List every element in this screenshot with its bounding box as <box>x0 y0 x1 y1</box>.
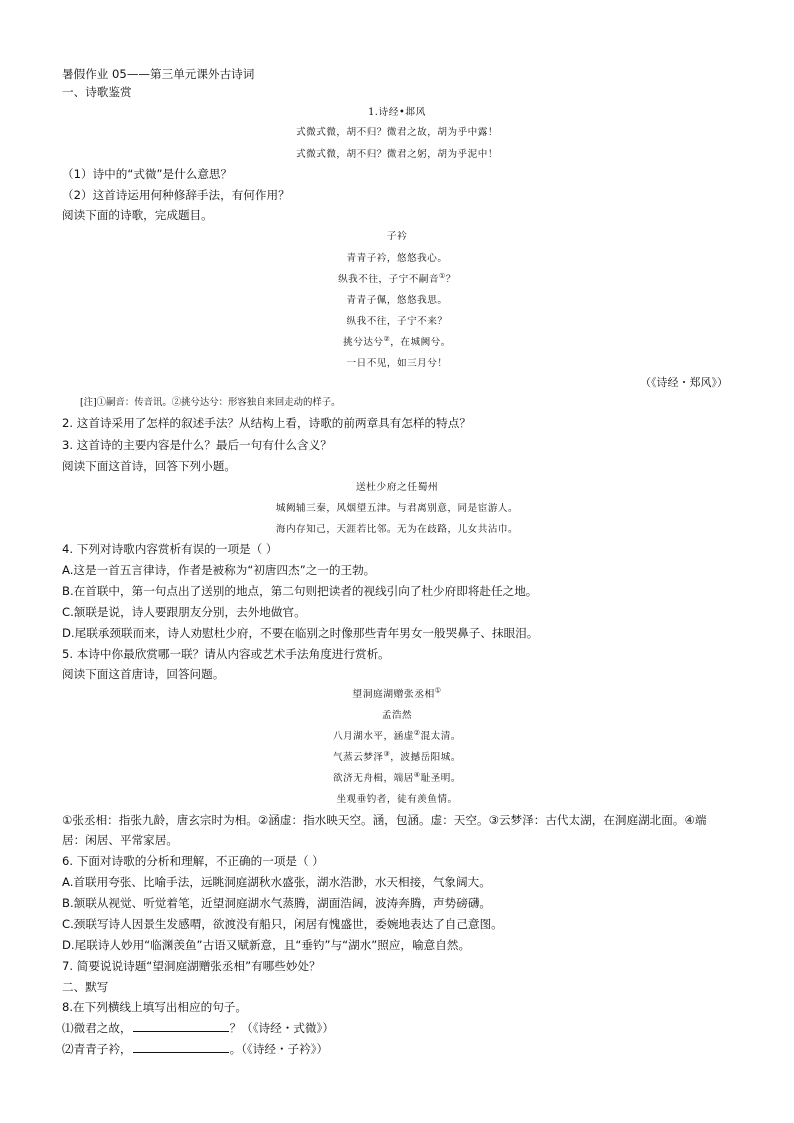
question-6: 6. 下面对诗歌的分析和理解，不正确的一项是（ ） <box>62 854 324 868</box>
section-heading-dictation: 二、默写 <box>62 980 109 994</box>
option-d: D.尾联承颈联而来，诗人劝慰杜少府，不要在临别之时像那些青年男女一般哭鼻子、抹眼泪。 <box>62 626 539 640</box>
reading-instruction: 阅读下面的诗歌，完成题目。 <box>62 208 213 222</box>
poem2-line: 纵我不往，子宁不来？ <box>346 316 448 327</box>
section-heading-appreciation: 一、诗歌鉴赏 <box>62 85 132 99</box>
poem4-line: 欲济无舟楫，端居④耻圣明。 <box>333 770 461 784</box>
answer-blank[interactable] <box>133 1042 229 1053</box>
question-1-1: （1）诗中的“式微”是什么意思？ <box>62 167 233 181</box>
poem1-line: 式微式微，胡不归？微君之躬，胡为乎泥中！ <box>296 149 498 160</box>
question-2: 2. 这首诗采用了怎样的叙述手法？从结构上看，诗歌的前两章具有怎样的特点？ <box>62 416 471 430</box>
poem1-title: 1.诗经•邶风 <box>368 107 426 118</box>
poem2-line: 青青子佩，悠悠我思。 <box>346 295 448 306</box>
poem4-line: 坐观垂钓者，徒有羡鱼情。 <box>336 794 458 805</box>
answer-blank[interactable] <box>133 1021 229 1032</box>
question-5: 5. 本诗中你最欣赏哪一联？请从内容或艺术手法角度进行赏析。 <box>62 647 390 661</box>
reading-instruction: 阅读下面这首唐诗，回答问题。 <box>62 667 225 681</box>
fill-item-1: ⑴微君之故， ？（《诗经・式微》） <box>62 1021 334 1035</box>
option-a: A.首联用夸张、比喻手法，远眺洞庭湖秋水盛张，湖水浩渺，水天相接，气象阔大。 <box>62 875 491 889</box>
fill-item-2: ⑵青青子衿， 。（《诗经・子衿》） <box>62 1042 329 1056</box>
poem3-title: 送杜少府之任蜀州 <box>355 482 439 493</box>
option-b: B.在首联中，第一句点出了送别的地点，第二句则把读者的视线引向了杜少府即将赴任之地。 <box>62 584 538 598</box>
poem2-title: 子衿 <box>386 231 408 242</box>
footnote-mark: ② <box>413 728 421 737</box>
footnote-mark: ② <box>383 334 391 343</box>
poem1-line: 式微式微，胡不归？微君之故，胡为乎中露！ <box>296 127 498 138</box>
poem3-line: 海内存知己，天涯若比邻。无为在歧路，儿女共沾巾。 <box>275 524 519 535</box>
poem4-author: 孟浩然 <box>381 710 413 721</box>
poem2-annotation: [注]①嗣音：传音讯。②挑兮达兮：形容独自来回走动的样子。 <box>80 397 341 408</box>
option-b: B.颔联从视觉、听觉着笔，近望洞庭湖水气蒸腾，湖面浩阔，波涛奔腾，声势磅礴。 <box>62 896 492 910</box>
question-1-2: （2）这首诗运用何种修辞手法，有何作用？ <box>62 188 290 202</box>
reading-instruction: 阅读下面这首诗，回答下列小题。 <box>62 459 236 473</box>
poem4-title: 望洞庭湖赠张丞相① <box>352 686 442 700</box>
question-8: 8.在下列横线上填写出相应的句子。 <box>62 1000 247 1014</box>
footnote-mark: ④ <box>413 770 421 779</box>
option-c: C.颔联是说，诗人要跟朋友分别，去外地做官。 <box>62 605 306 619</box>
footnote-mark: ① <box>434 686 442 695</box>
poem3-line: 城阙辅三秦，风烟望五津。与君离别意，同是宦游人。 <box>275 503 519 514</box>
poem4-line: 八月湖水平，涵虚②混太清。 <box>333 728 461 742</box>
poem2-line: 一日不见，如三月兮！ <box>346 358 448 369</box>
poem4-line: 气蒸云梦泽③，波撼岳阳城。 <box>333 749 461 763</box>
poem2-line: 纵我不往，子宁不嗣音①？ <box>338 271 456 285</box>
poem2-line: 挑兮达兮②，在城阙兮。 <box>343 334 451 348</box>
question-7: 7. 简要说说诗题“望洞庭湖赠张丞相”有哪些妙处？ <box>62 959 321 973</box>
assignment-title: 暑假作业 05——第三单元课外古诗词 <box>62 67 255 81</box>
question-3: 3. 这首诗的主要内容是什么？最后一句有什么含义？ <box>62 438 332 452</box>
poem4-annotation: ①张丞相：指张九龄，唐玄宗时为相。②涵虚：指水映天空。涵，包涵。虚：天空。③云梦泽：古代太湖，在洞庭湖北面。④端 <box>62 813 707 827</box>
option-d: D.尾联诗人妙用“临渊羡鱼”古语又赋新意，且“垂钓”与“湖水”照应，喻意自然。 <box>62 938 471 952</box>
question-4: 4. 下列对诗歌内容赏析有误的一项是（ ） <box>62 542 278 556</box>
poem4-annotation: 居：闲居、平常家居。 <box>62 833 178 847</box>
poem2-line: 青青子衿，悠悠我心。 <box>346 253 448 264</box>
footnote-mark: ① <box>439 271 446 280</box>
footnote-mark: ③ <box>383 749 391 758</box>
option-c: C.颈联写诗人因景生发感喟，欲渡没有船只，闲居有愧盛世，委婉地表达了自己意图。 <box>62 917 503 931</box>
poem2-source: （《诗经・郑风》） <box>640 376 728 389</box>
option-a: A.这是一首五言律诗，作者是被称为“初唐四杰”之一的王勃。 <box>62 563 376 577</box>
